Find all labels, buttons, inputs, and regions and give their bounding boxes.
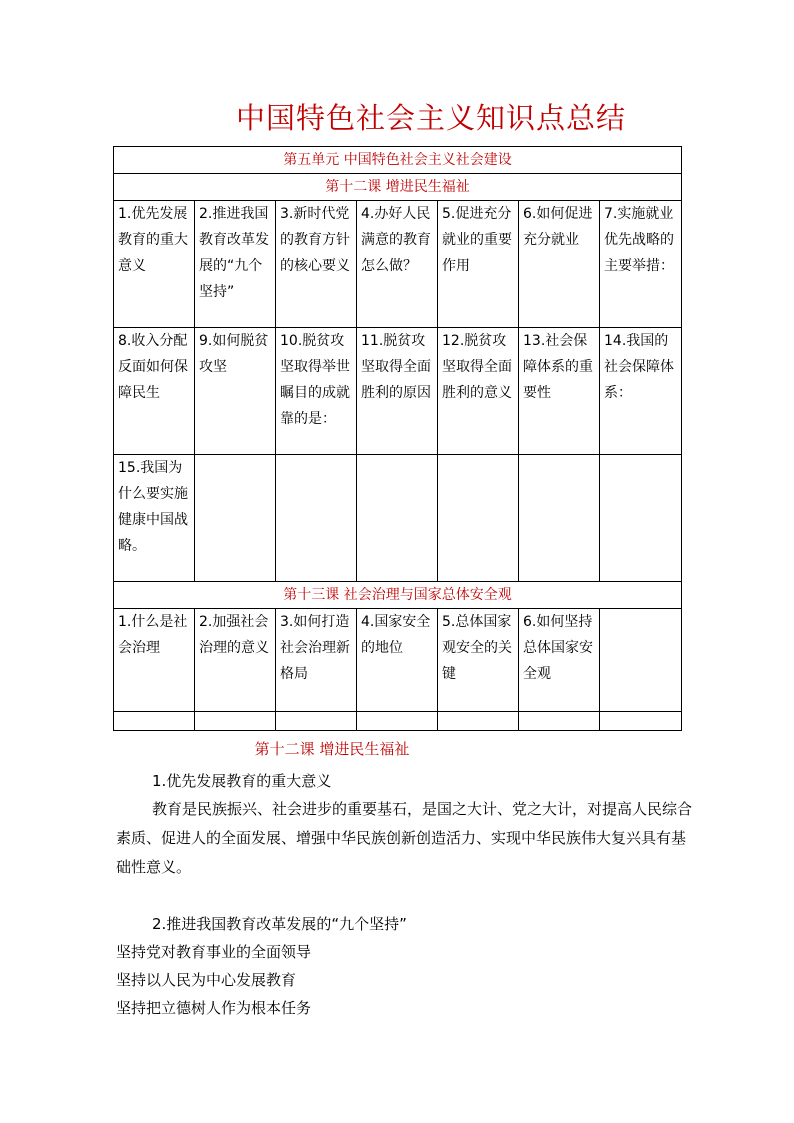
- body-section: [116, 738, 693, 1022]
- table-cell: 15.我国为什么要实施健康中国战略。: [114, 455, 195, 582]
- table-cell: 4.办好人民满意的教育怎么做？: [357, 201, 438, 328]
- lesson13-header: 第十三课 社会治理与国家总体安全观: [114, 582, 682, 609]
- lesson-header-row: [114, 174, 682, 201]
- table-cell: [276, 455, 357, 582]
- table-cell: 8.收入分配反面如何保障民生: [114, 328, 195, 455]
- table-cell: [276, 712, 357, 731]
- table-cell: [438, 712, 519, 731]
- document-title: 中国特色社会主义知识点总结: [236, 101, 627, 135]
- table-cell: [519, 712, 600, 731]
- table-cell: [438, 455, 519, 582]
- lesson12-header: 第十二课 增进民生福祉: [114, 174, 682, 201]
- table-row: [114, 609, 682, 712]
- unit-header: 第五单元 中国特色社会主义社会建设: [114, 147, 682, 174]
- table-cell: 10.脱贫攻坚取得举世瞩目的成就靠的是：: [276, 328, 357, 455]
- table-row: [114, 455, 682, 582]
- unit-header-row: [114, 147, 682, 174]
- table-cell: 9.如何脱贫攻坚: [195, 328, 276, 455]
- table-cell: 6.如何坚持总体国家安全观: [519, 609, 600, 712]
- table-cell: [357, 712, 438, 731]
- table-cell: 6.如何促进充分就业: [519, 201, 600, 328]
- lesson-header-row: [114, 582, 682, 609]
- table-cell: 3.如何打造社会治理新格局: [276, 609, 357, 712]
- table-cell: [357, 455, 438, 582]
- table-cell: [195, 712, 276, 731]
- table-row: [114, 712, 682, 731]
- table-cell: 1.优先发展教育的重大意义: [114, 201, 195, 328]
- table-cell: 12.脱贫攻坚取得全面胜利的意义: [438, 328, 519, 455]
- list-item: 坚持把立德树人作为根本任务: [116, 999, 312, 1017]
- table-cell: 5.促进充分就业的重要作用: [438, 201, 519, 328]
- list-item: 坚持以人民为中心发展教育: [116, 971, 297, 989]
- question-title: 2.推进我国教育改革发展的“九个坚持”: [152, 915, 407, 933]
- list-item: 坚持党对教育事业的全面领导: [116, 943, 312, 961]
- answer-paragraph: 教育是民族振兴、社会进步的重要基石，是国之大计、党之大计，对提高人民综合素质、促进人的全面发展、增强中华民族创新创造活力、实现中华民族伟大复兴具有基础性意义。: [116, 800, 693, 876]
- table-cell: 4.国家安全的地位: [357, 609, 438, 712]
- table-row: [114, 328, 682, 455]
- table-cell: 11.脱贫攻坚取得全面胜利的原因: [357, 328, 438, 455]
- table-cell: [519, 455, 600, 582]
- table-cell: [600, 455, 682, 582]
- table-cell: [600, 609, 682, 712]
- table-cell: 13.社会保障体系的重要性: [519, 328, 600, 455]
- table-cell: 1.什么是社会治理: [114, 609, 195, 712]
- table-cell: [195, 455, 276, 582]
- table-cell: 5.总体国家观安全的关键: [438, 609, 519, 712]
- table-cell: 14.我国的社会保障体系：: [600, 328, 682, 455]
- table-cell: 7.实施就业优先战略的主要举措：: [600, 201, 682, 328]
- table-cell: [114, 712, 195, 731]
- question-title: 1.优先发展教育的重大意义: [152, 772, 332, 790]
- knowledge-table: [113, 146, 682, 731]
- table-cell: 2.推进我国教育改革发展的“九个坚持”: [195, 201, 276, 328]
- table-cell: [600, 712, 682, 731]
- table-cell: 2.加强社会治理的意义: [195, 609, 276, 712]
- table-row: [114, 201, 682, 328]
- section-heading: 第十二课 增进民生福祉: [254, 740, 410, 758]
- table-cell: 3.新时代党的教育方针的核心要义: [276, 201, 357, 328]
